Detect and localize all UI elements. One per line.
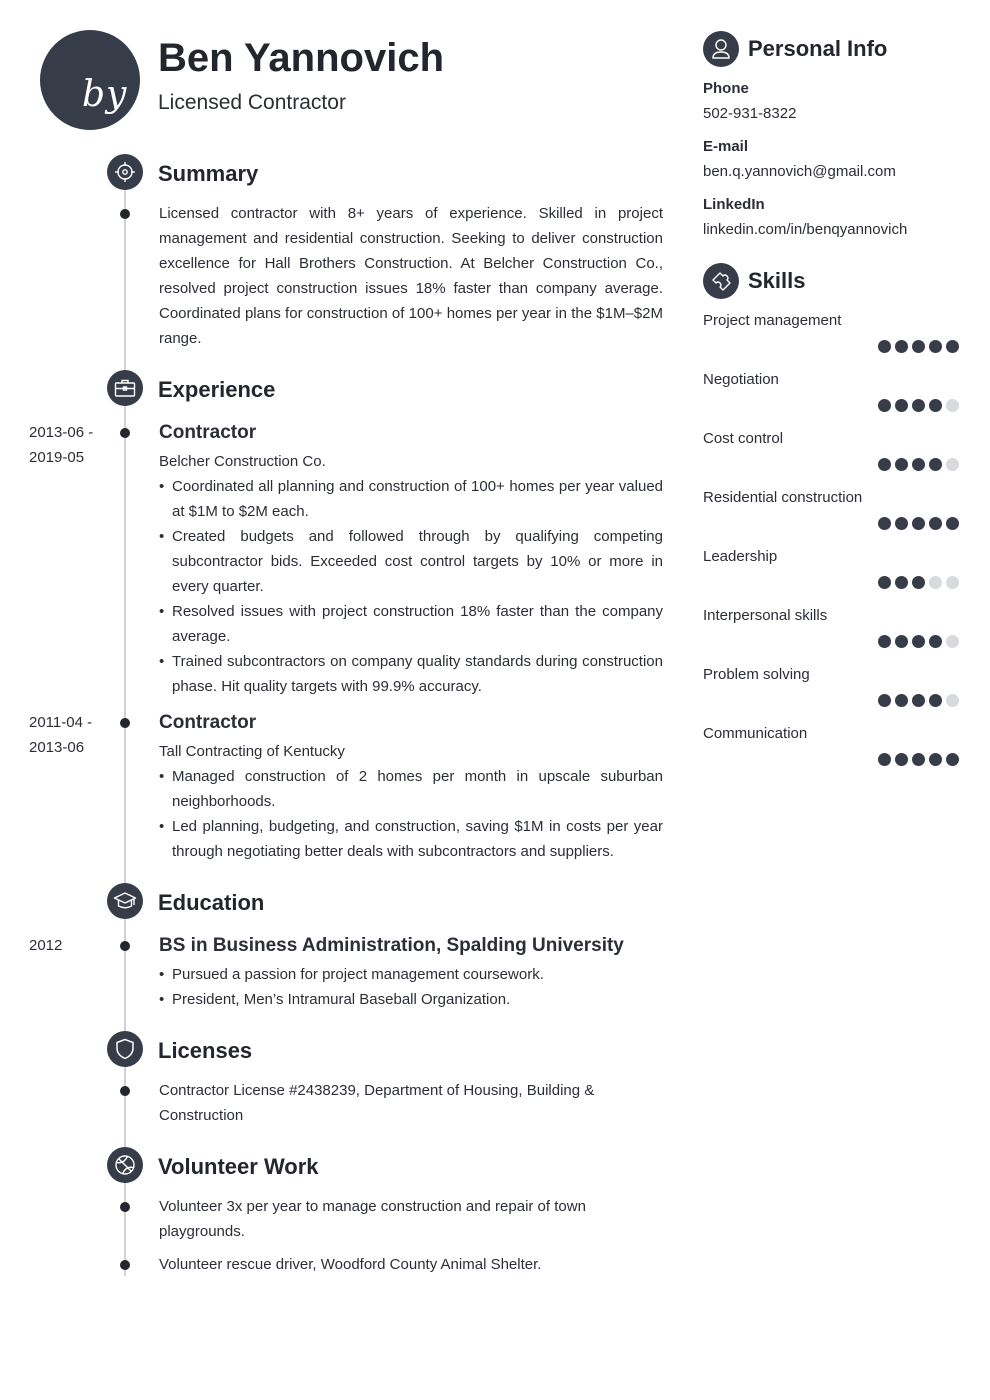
timeline-dot	[120, 941, 130, 951]
linkedin-value: linkedin.com/in/benqyannovich	[703, 221, 908, 238]
skill-name: Negotiation	[703, 371, 779, 388]
rating-dot-empty	[946, 635, 959, 648]
rating-dot-filled	[895, 517, 908, 530]
job-bullet: • Led planning, budgeting, and construction, saving $1M in costs per year through negotiating better deals with subcontractors and suppliers.	[159, 814, 663, 864]
rating-dot-filled	[878, 753, 891, 766]
basketball-icon	[107, 1147, 143, 1183]
skills-heading: Skills	[748, 268, 806, 293]
rating-dot-filled	[912, 399, 925, 412]
education-year: 2012	[29, 937, 63, 954]
shield-icon	[107, 1031, 143, 1067]
rating-dot-filled	[878, 635, 891, 648]
skill-rating	[878, 517, 959, 530]
rating-dot-filled	[895, 576, 908, 589]
skill-name: Problem solving	[703, 666, 810, 683]
volunteer-item: Volunteer rescue driver, Woodford County Animal Shelter.	[159, 1256, 542, 1273]
email-label: E-mail	[703, 138, 749, 155]
volunteer-heading: Volunteer Work	[158, 1154, 319, 1179]
rating-dot-empty	[946, 458, 959, 471]
monogram-text: by	[82, 74, 128, 115]
job-bullet: • Resolved issues with project construction 18% faster than the company average.	[159, 599, 663, 649]
timeline-dot	[120, 1086, 130, 1096]
rating-dot-filled	[912, 340, 925, 353]
rating-dot-filled	[895, 340, 908, 353]
rating-dot-filled	[895, 399, 908, 412]
rating-dot-filled	[929, 340, 942, 353]
company-name: Tall Contracting of Kentucky	[159, 743, 345, 760]
candidate-title: Licensed Contractor	[158, 91, 346, 114]
rating-dot-filled	[878, 694, 891, 707]
candidate-name: Ben Yannovich	[158, 36, 445, 80]
job-bullets	[159, 474, 663, 699]
skill-rating	[878, 635, 959, 648]
job-bullet: • Trained subcontractors on company quality standards during construction phase. Hit quality targets with 99.9% accuracy.	[159, 649, 663, 699]
rating-dot-empty	[929, 576, 942, 589]
job-title: Contractor	[159, 422, 257, 443]
monogram-avatar	[40, 30, 140, 130]
rating-dot-filled	[912, 694, 925, 707]
personal-info-heading: Personal Info	[748, 36, 888, 61]
rating-dot-filled	[929, 399, 942, 412]
rating-dot-filled	[878, 517, 891, 530]
skill-rating	[878, 340, 959, 353]
skill-rating	[878, 458, 959, 471]
briefcase-icon	[107, 370, 143, 406]
job-title: Contractor	[159, 712, 257, 733]
education-heading: Education	[158, 890, 265, 915]
summary-text: Licensed contractor with 8+ years of experience. Skilled in project management and residential construction. Seeking to deliver construction excellence for Hall Brothers Construction. At Belcher Construction Co., resolved project construction issues 18% faster than company average. Coordinated plans for construction of 100+ homes per year in the $1M–$2M range.	[159, 205, 663, 347]
skill-rating	[878, 694, 959, 707]
skill-name: Project management	[703, 312, 842, 329]
email-value: ben.q.yannovich@gmail.com	[703, 163, 896, 180]
education-bullet: • President, Men’s Intramural Baseball Organization.	[159, 987, 663, 1012]
education-bullets	[159, 962, 663, 1012]
volunteer-item: Volunteer 3x per year to manage construction and repair of town playgrounds.	[159, 1198, 586, 1240]
job-bullet: • Coordinated all planning and construction of 100+ homes per year valued at $1M to $2M each.	[159, 474, 663, 524]
graduation-cap-icon	[107, 883, 143, 919]
timeline-dot	[120, 718, 130, 728]
licenses-heading: Licenses	[158, 1038, 253, 1063]
job-dates: 2013-06 - 2019-05	[29, 424, 94, 466]
timeline-dot	[120, 209, 130, 219]
skill-name: Cost control	[703, 430, 784, 447]
skill-rating	[878, 399, 959, 412]
rating-dot-filled	[929, 458, 942, 471]
job-bullet: • Managed construction of 2 homes per month in upscale suburban neighborhoods.	[159, 764, 663, 814]
rating-dot-filled	[895, 694, 908, 707]
rating-dot-filled	[878, 458, 891, 471]
company-name: Belcher Construction Co.	[159, 453, 326, 470]
skill-rating	[878, 753, 959, 766]
experience-heading: Experience	[158, 377, 276, 402]
timeline-dot	[120, 428, 130, 438]
rating-dot-filled	[929, 753, 942, 766]
rating-dot-filled	[878, 399, 891, 412]
education-bullet: • Pursued a passion for project management coursework.	[159, 962, 663, 987]
timeline-line	[124, 188, 126, 1276]
puzzle-icon	[703, 263, 739, 299]
skill-name: Communication	[703, 725, 808, 742]
rating-dot-filled	[946, 340, 959, 353]
rating-dot-filled	[912, 458, 925, 471]
linkedin-label: LinkedIn	[703, 196, 765, 213]
skill-name: Leadership	[703, 548, 778, 565]
rating-dot-filled	[912, 635, 925, 648]
rating-dot-filled	[929, 517, 942, 530]
job-bullet: • Created budgets and followed through by qualifying competing subcontractor bids. Exceeded cost control targets by 10% or more in every quarter.	[159, 524, 663, 599]
rating-dot-filled	[895, 458, 908, 471]
degree-title: BS in Business Administration, Spalding University	[159, 935, 624, 956]
skill-name: Interpersonal skills	[703, 607, 828, 624]
rating-dot-filled	[912, 753, 925, 766]
timeline-dot	[120, 1260, 130, 1270]
rating-dot-empty	[946, 399, 959, 412]
rating-dot-empty	[946, 576, 959, 589]
rating-dot-empty	[946, 694, 959, 707]
summary-heading: Summary	[158, 161, 259, 186]
rating-dot-filled	[929, 694, 942, 707]
timeline-dot	[120, 1202, 130, 1212]
rating-dot-filled	[895, 753, 908, 766]
license-item: Contractor License #2438239, Department of Housing, Building & Construction	[159, 1082, 595, 1124]
skill-rating	[878, 576, 959, 589]
target-icon	[107, 154, 143, 190]
phone-value: 502-931-8322	[703, 105, 797, 122]
job-bullets	[159, 764, 663, 864]
skill-name: Residential construction	[703, 489, 863, 506]
phone-label: Phone	[703, 80, 749, 97]
rating-dot-filled	[878, 340, 891, 353]
rating-dot-filled	[912, 576, 925, 589]
rating-dot-filled	[946, 753, 959, 766]
user-icon	[703, 31, 739, 67]
rating-dot-filled	[895, 635, 908, 648]
rating-dot-filled	[946, 517, 959, 530]
job-dates: 2011-04 - 2013-06	[29, 714, 93, 756]
rating-dot-filled	[878, 576, 891, 589]
rating-dot-filled	[912, 517, 925, 530]
rating-dot-filled	[929, 635, 942, 648]
